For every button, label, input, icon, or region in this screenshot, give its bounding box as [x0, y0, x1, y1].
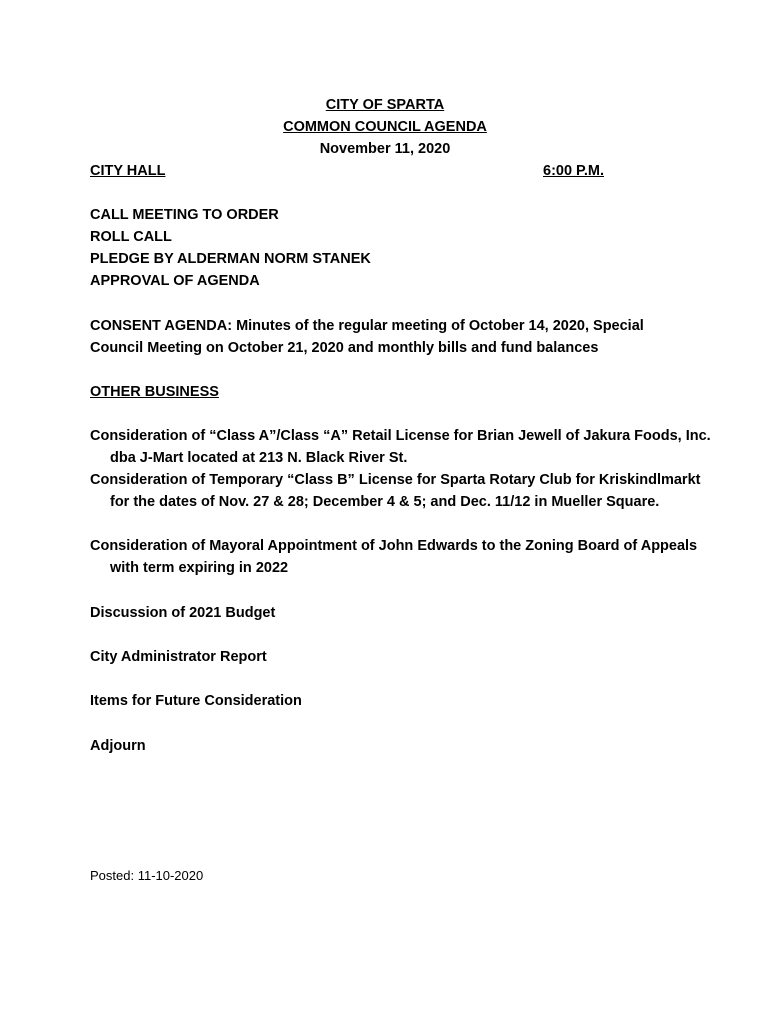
meeting-time: 6:00 P.M. — [543, 163, 604, 179]
consent-agenda-line-2: Council Meeting on October 21, 2020 and monthly bills and fund balances — [90, 340, 599, 356]
agenda-title: COMMON COUNCIL AGENDA — [283, 119, 487, 135]
other-business-heading: OTHER BUSINESS — [90, 384, 219, 400]
closing-item-budget: Discussion of 2021 Budget — [90, 605, 276, 621]
closing-item-future-consideration: Items for Future Consideration — [90, 693, 302, 709]
business-item-class-b-license: Consideration of Temporary “Class B” License for Sparta Rotary Club for Kriskindlmarkt for the dates of Nov. 27 & 28; December 4 & 5; and Dec. 11/12 in Mueller Square. — [90, 472, 701, 510]
closing-item-adjourn: Adjourn — [90, 738, 146, 754]
meeting-date: November 11, 2020 — [319, 141, 451, 157]
opening-item-call-to-order: CALL MEETING TO ORDER — [90, 207, 279, 223]
business-item-mayoral-appointment: Consideration of Mayoral Appointment of John Edwards to the Zoning Board of Appeals with term expiring in 2022 — [90, 538, 698, 576]
closing-item-admin-report: City Administrator Report — [90, 649, 267, 665]
opening-item-pledge: PLEDGE BY ALDERMAN NORM STANEK — [90, 251, 371, 267]
city-title: CITY OF SPARTA — [325, 97, 445, 113]
opening-item-roll-call: ROLL CALL — [90, 229, 172, 245]
opening-item-approval: APPROVAL OF AGENDA — [90, 273, 260, 289]
meeting-location: CITY HALL — [90, 163, 166, 179]
consent-agenda-line-1: CONSENT AGENDA: Minutes of the regular meeting of October 14, 2020, Special — [90, 318, 644, 334]
posted-date: Posted: 11-10-2020 — [90, 868, 204, 883]
business-item-retail-license: Consideration of “Class A”/Class “A” Retail License for Brian Jewell of Jakura Foods, Inc. dba J-Mart located at 213 N. Black River St. — [90, 428, 711, 466]
